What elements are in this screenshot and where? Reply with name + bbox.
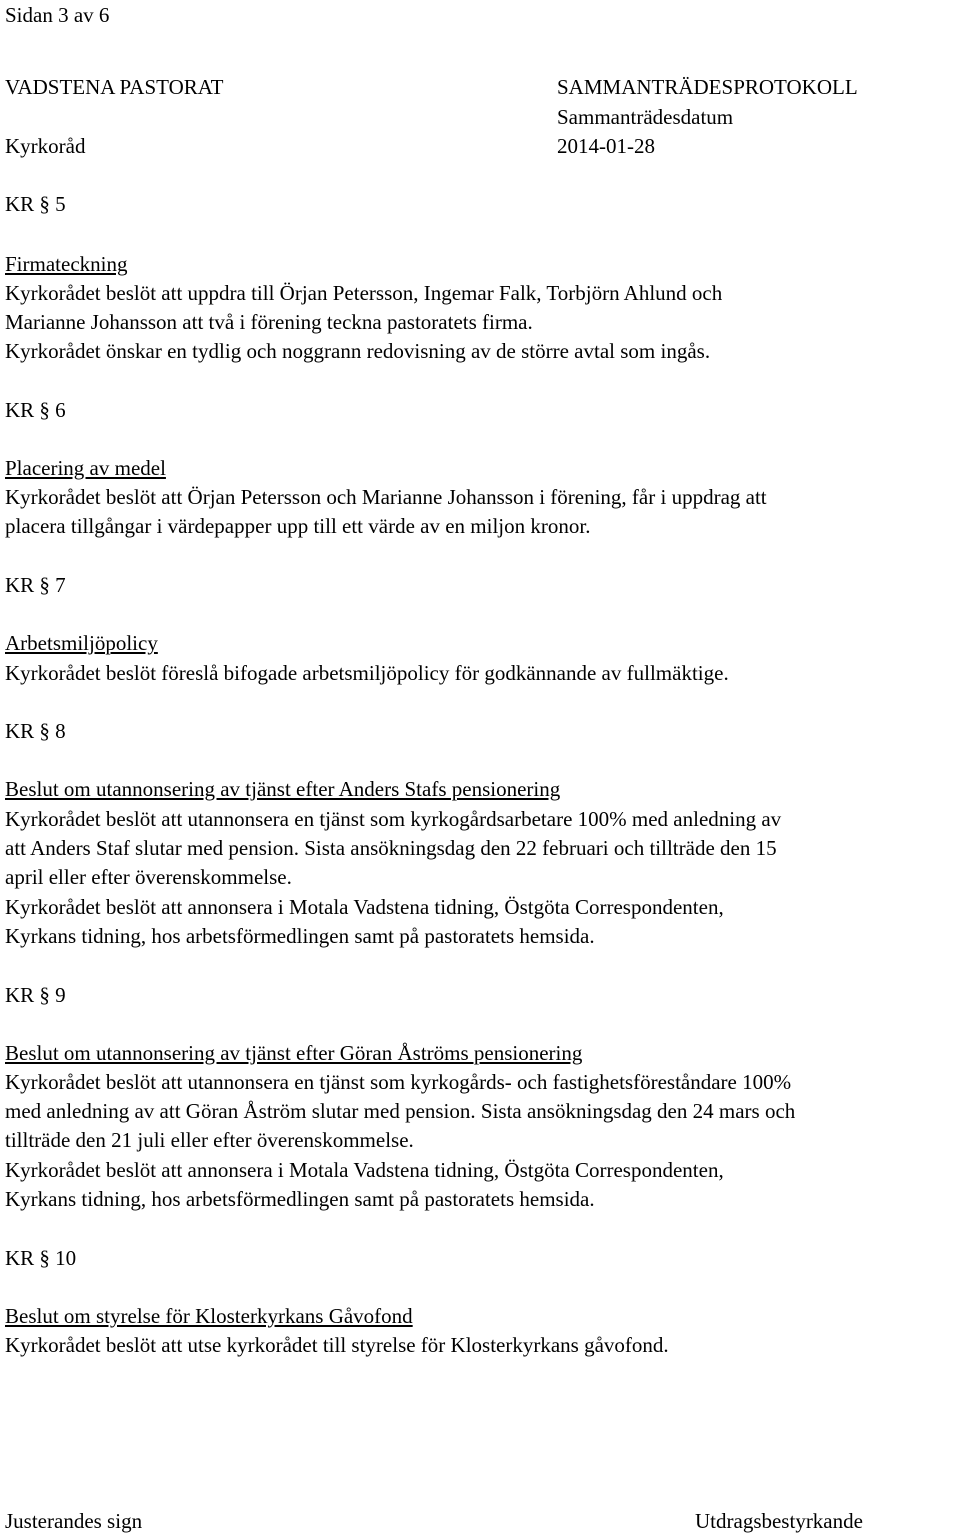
body-line: Kyrkorådet beslöt att Örjan Petersson och Marianne Johansson i förening, får i uppdrag att xyxy=(5,485,767,509)
body-line: Kyrkorådet beslöt att annonsera i Motala Vadstena tidning, Östgöta Correspondenten, xyxy=(5,1157,724,1182)
body-line: Kyrkorådet önskar en tydlig och noggrann redovisning av de större avtal som ingås. xyxy=(5,339,711,364)
body-line: placera tillgångar i värdepapper upp till ett värde av en miljon kronor. xyxy=(5,514,591,539)
section-number: KR § 9 xyxy=(5,983,66,1007)
section-title: Firmateckning xyxy=(5,252,128,276)
body-line: Kyrkorådet beslöt att annonsera i Motala Vadstena tidning, Östgöta Correspondenten, xyxy=(5,894,724,919)
body-line: Kyrkans tidning, hos arbetsförmedlingen samt på pastoratets hemsida. xyxy=(5,1186,595,1211)
section-number: KR § 6 xyxy=(5,398,66,422)
section-number: KR § 10 xyxy=(5,1246,77,1270)
section-body xyxy=(5,805,955,951)
body-line: Kyrkorådet beslöt att uppdra till Örjan Petersson, Ingemar Falk, Torbjörn Ahlund och xyxy=(5,281,723,305)
page-indicator: Sidan 3 av 6 xyxy=(5,3,110,27)
section-number: KR § 7 xyxy=(5,573,66,597)
body-line: med anledning av att Göran Åström slutar med pension. Sista ansökningsdag den 24 mars och xyxy=(5,1099,796,1124)
body-line: Kyrkorådet beslöt föreslå bifogade arbetsmiljöpolicy för godkännande av fullmäktige. xyxy=(5,661,729,685)
governing-body: Kyrkoråd xyxy=(5,134,86,158)
section-title: Beslut om utannonsering av tjänst efter Göran Åströms pensionering xyxy=(5,1041,583,1065)
body-line: Kyrkorådet beslöt att utannonsera en tjänst som kyrkogårdsarbetare 100% med anledning av xyxy=(5,807,782,831)
footer-justerandes-sign: Justerandes sign xyxy=(5,1509,143,1533)
section-number: KR § 5 xyxy=(5,192,66,216)
body-line: att Anders Staf slutar med pension. Sista ansökningsdag den 22 februari och tillträde den 15 xyxy=(5,836,777,861)
section-body xyxy=(5,659,955,688)
section-title: Beslut om utannonsering av tjänst efter Anders Stafs pensionering xyxy=(5,777,561,801)
section-body xyxy=(5,1068,955,1214)
section-body xyxy=(5,279,955,367)
footer-utdragsbestyrkande: Utdragsbestyrkande xyxy=(695,1509,863,1533)
body-line: Kyrkorådet beslöt att utse kyrkorådet till styrelse för Klosterkyrkans gåvofond. xyxy=(5,1333,669,1357)
section-title: Placering av medel xyxy=(5,456,166,480)
body-line: Marianne Johansson att två i förening teckna pastoratets firma. xyxy=(5,310,533,335)
section-body xyxy=(5,1331,955,1360)
body-line: tillträde den 21 juli eller efter överenskommelse. xyxy=(5,1128,414,1153)
document-type: SAMMANTRÄDESPROTOKOLL xyxy=(557,75,858,99)
section-number: KR § 8 xyxy=(5,719,66,743)
section-title: Arbetsmiljöpolicy xyxy=(5,631,158,655)
body-line: april eller efter överenskommelse. xyxy=(5,865,292,890)
body-line: Kyrkorådet beslöt att utannonsera en tjänst som kyrkogårds- och fastighetsföreståndare 100% xyxy=(5,1070,792,1094)
meeting-date: 2014-01-28 xyxy=(557,134,655,158)
section-body xyxy=(5,483,955,541)
body-line: Kyrkans tidning, hos arbetsförmedlingen samt på pastoratets hemsida. xyxy=(5,923,595,948)
meeting-date-label: Sammanträdesdatum xyxy=(557,105,734,129)
section-title: Beslut om styrelse för Klosterkyrkans Gåvofond xyxy=(5,1304,413,1328)
org-name: VADSTENA PASTORAT xyxy=(5,75,224,99)
